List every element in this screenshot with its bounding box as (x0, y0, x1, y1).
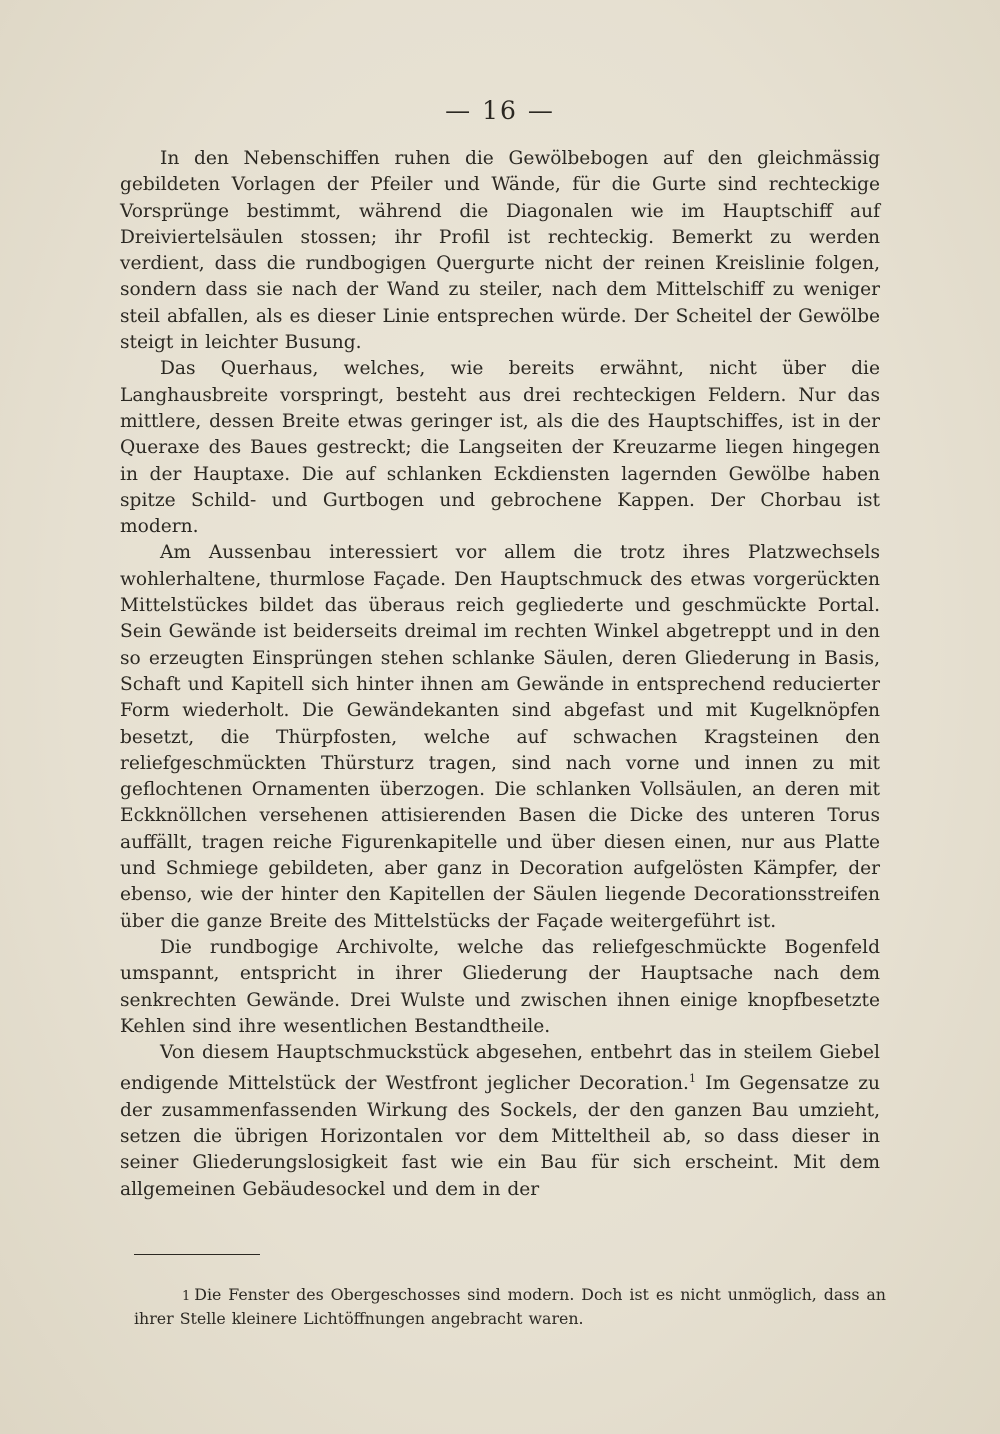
paragraph-westfront (120, 1040, 880, 1203)
westfront-text-start: Von diesem Hauptschmuckstück abgesehen, entbehrt das in steilem Giebel endigende Mittelstück der Westfront jeglicher Decoration. (120, 1042, 880, 1095)
paragraph-archivolte: Die rundbogige Archivolte, welche das reliefgeschmückte Bogenfeld umspannt, entspricht in ihrer Gliederung der Hauptsache nach dem senkrechten Gewände. Drei Wulste und zwischen ihnen einige knopfbesetzte Kehlen sind ihre wesentlichen Bestandtheile. (120, 936, 880, 1037)
paragraph-aussenbau: Am Aussenbau interessiert vor allem die trotz ihres Platzwechsels wohlerhaltene, thurmlose Façade. Den Hauptschmuck des etwas vorgerückten Mittelstückes bildet das überaus reich gegliederte und geschmückte Portal. Sein Gewände ist beiderseits dreimal im rechten Winkel abgetreppt und in den so erzeugten Einsprüngen stehen schlanke Säulen, deren Gliederung in Basis, Schaft und Kapitell sich hinter ihnen am Gewände in entsprechend reducierter Form wiederholt. Die Gewändekanten sind abgefast und mit Kugelknöpfen besetzt, die Thürpfosten, welche auf schwachen Kragsteinen den reliefgeschmückten Thürsturz tragen, sind nach vorne und innen zu mit geflochtenen Ornamenten überzogen. Die schlanken Vollsäulen, an deren mit Eckknöllchen versehenen attisierenden Basen die Dicke des unteren Torus auffällt, tragen reiche Figurenkapitelle und über diesen einen, nur aus Platte und Schmiege gebildeten, aber ganz in Decoration aufgelösten Kämpfer, der ebenso, wie der hinter den Kapitellen der Säulen liegende Decorationsstreifen über die ganze Breite des Mittelstücks der Façade weitergeführt ist. (120, 542, 880, 932)
paragraph-nebenschiffe: In den Nebenschiffen ruhen die Gewölbebogen auf den gleichmässig gebildeten Vorlagen der Pfeiler und Wände, für die Gurte sind rechteckige Vorsprünge bestimmt, während die Diagonalen wie im Hauptschiff auf Dreiviertelsäulen stossen; ihr Profil ist rechteckig. Bemerkt zu werden verdient, dass die rundbogigen Quergurte nicht der reinen Kreislinie folgen, sondern dass sie nach der Wand zu steiler, nach dem Mittelschiff zu weniger steil abfallen, als es dieser Linie entsprechen würde. Der Scheitel der Gewölbe steigt in leichter Busung. (120, 148, 880, 354)
footnote (134, 1284, 886, 1330)
footnote-mark: 1 (182, 1289, 191, 1304)
paragraph-querhaus: Das Querhaus, welches, wie bereits erwähnt, nicht über die Langhausbreite vorspringt, besteht aus drei rechteckigen Feldern. Nur das mittlere, dessen Breite etwas geringer ist, als die des Hauptschiffes, ist in der Queraxe des Baues gestreckt; die Langseiten der Kreuzarme liegen hingegen in der Hauptaxe. Die auf schlanken Eckdiensten lagernden Gewölbe haben spitze Schild- und Gurtbogen und gebrochene Kappen. Der Chorbau ist modern. (120, 358, 880, 538)
westfront-text-end: Im Gegensatze zu der zusammenfassenden Wirkung des Sockels, der den ganzen Bau umzieht, setzen die übrigen Horizontalen vor dem Mitteltheil ab, so dass dieser in seiner Gliederungslosigkeit fast wie ein Bau für sich erscheint. Mit dem allgemeinen Gebäudesockel und dem in der (120, 1073, 880, 1200)
body-text (120, 146, 880, 1203)
footnote-divider (134, 1254, 260, 1255)
footnote-reference: 1 (688, 1072, 696, 1086)
footnote-text: Die Fenster des Obergeschosses sind modern. Doch ist es nicht unmöglich, dass an ihrer Stelle kleinere Lichtöffnungen angebracht waren. (134, 1285, 886, 1328)
page-number-header: — 16 — (445, 96, 555, 125)
